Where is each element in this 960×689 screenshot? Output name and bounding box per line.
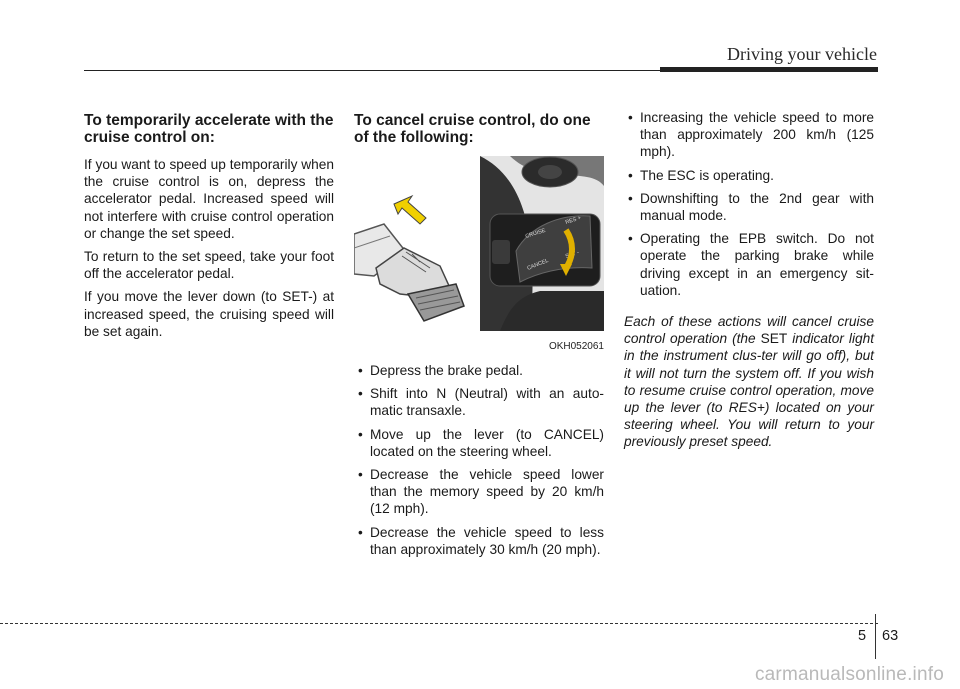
steering-wheel-icon	[480, 156, 604, 331]
column-cancel-continued	[624, 109, 874, 464]
cancel-label: CANCEL	[526, 257, 550, 272]
paragraph: If you want to speed up temporarily when the cruise control is on, depress the accelerator pedal. Increased speed will not interfere with cruise control operation or change the set speed.	[84, 157, 334, 241]
paragraph: To return to the set speed, take your foot off the accelerator pedal.	[84, 249, 334, 282]
header-rule	[84, 70, 664, 71]
list-item: • Downshifting to the 2nd gear with manual mode.	[624, 190, 874, 224]
paragraph: If you move the lever down (to SET-) at increased speed, the cruising speed will be set again.	[84, 289, 334, 339]
header-rule-accent	[660, 67, 878, 72]
steering-wheel-switch-illustration	[480, 156, 604, 331]
accelerator-pedal-illustration	[354, 156, 477, 331]
footer-rule	[0, 623, 878, 624]
chapter-number: 5	[858, 628, 867, 644]
watermark: carmanualsonline.info	[754, 664, 944, 685]
list-item: • Depress the brake pedal.	[354, 362, 604, 379]
cancel-list	[354, 362, 604, 558]
figure-caption: OKH052061	[548, 341, 604, 352]
section-header-title: Driving your vehicle	[727, 44, 877, 64]
note-paragraph	[624, 313, 874, 451]
note-text: Each of these actions will cancel cruise control operation (the	[624, 314, 874, 347]
foot-pedal-icon	[354, 156, 477, 331]
set-indicator-word: SET	[760, 331, 788, 347]
heading-accelerate: To temporarily accelerate with the cruise control on:	[84, 112, 334, 146]
page-number: 63	[882, 628, 899, 644]
cruise-control-figure	[354, 156, 604, 352]
list-item: • Decrease the vehicle speed to less than approximately 30 km/h (20 mph).	[354, 524, 604, 558]
list-item: • Move up the lever (to CANCEL) located on the steering wheel.	[354, 426, 604, 460]
list-item: • Operating the EPB switch. Do not operate the parking brake while driving except in an emergency sit-uation.	[624, 230, 874, 299]
column-cancel	[354, 112, 604, 564]
note-text: indicator light in the instrument clus-ter will go off), but it will not turn the system off. If you wish to resume cruise control operation, move up the lever (to RES+) located on your steering wheel. You will return to your previously preset speed.	[624, 331, 875, 450]
set-label: SET -	[564, 249, 580, 260]
list-item: • Increasing the vehicle speed to more than approximately 200 km/h (125 mph).	[624, 109, 874, 161]
res-label: RES +	[564, 215, 582, 226]
cruise-label: CRUISE	[524, 227, 547, 240]
footer-divider	[875, 614, 876, 659]
list-item: • Decrease the vehicle speed lower than the memory speed by 20 km/h (12 mph).	[354, 466, 604, 518]
list-item: • The ESC is operating.	[624, 167, 874, 184]
heading-cancel: To cancel cruise control, do one of the following:	[354, 112, 591, 146]
cancel-list-continued	[624, 109, 874, 299]
column-accelerate	[84, 112, 334, 346]
list-item: • Shift into N (Neutral) with an auto-matic transaxle.	[354, 385, 604, 419]
